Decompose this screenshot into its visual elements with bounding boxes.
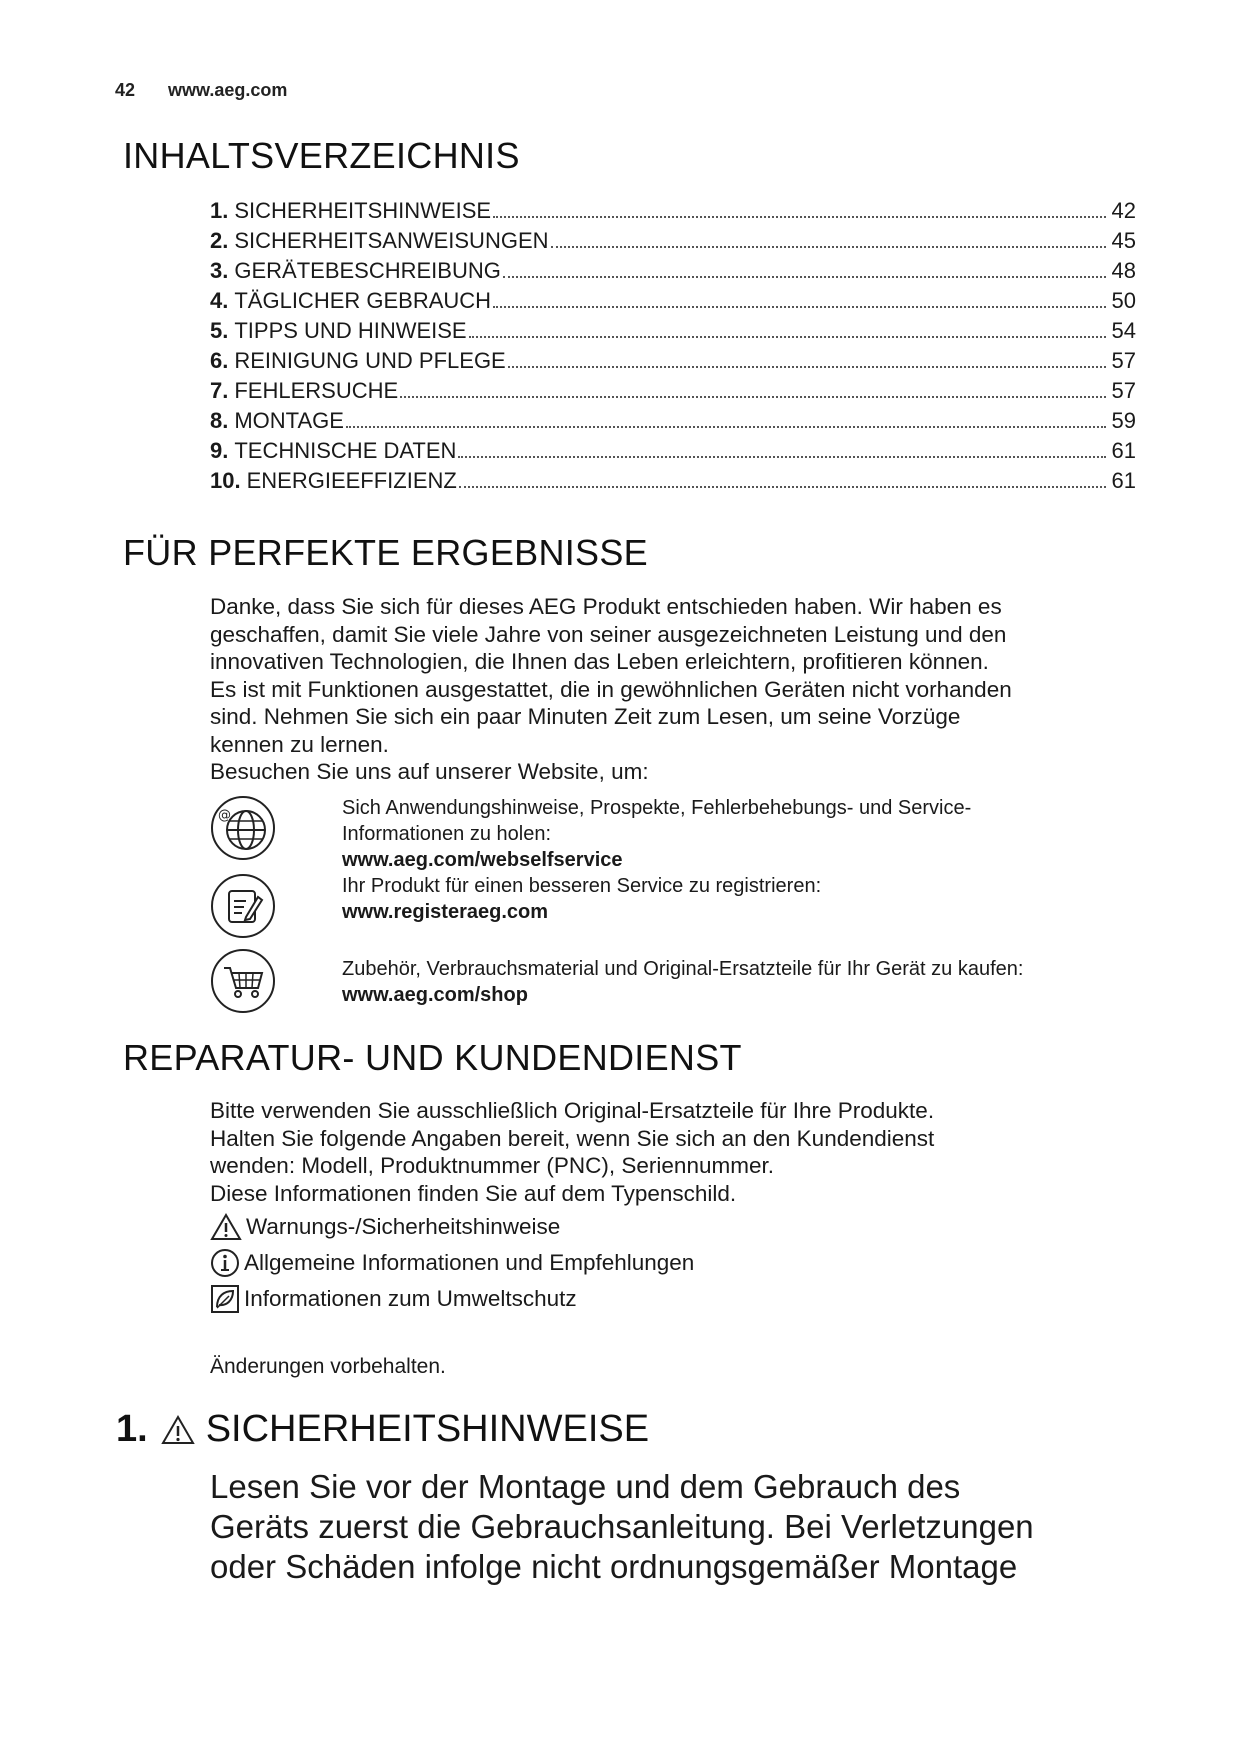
toc-entry[interactable]: 8. MONTAGE 59: [210, 408, 1136, 433]
toc-title: INHALTSVERZEICHNIS: [123, 135, 520, 176]
legend-info: Allgemeine Informationen und Empfehlungen: [210, 1248, 694, 1278]
register-link[interactable]: www.registeraeg.com: [342, 901, 548, 923]
webselfservice-link[interactable]: www.aeg.com/webselfservice: [342, 849, 623, 871]
toc-entry[interactable]: 3. GERÄTEBESCHREIBUNG 48: [210, 258, 1136, 283]
toc-entry[interactable]: 10. ENERGIEEFFIZIENZ 61: [210, 468, 1136, 493]
warning-icon: [210, 1213, 242, 1241]
info-icon: [210, 1248, 240, 1278]
changes-reserved-note: Änderungen vorbehalten.: [210, 1355, 446, 1378]
service-text: Bitte verwenden Sie ausschließlich Original-Ersatzteile für Ihre Produkte. Halten Sie folgende Angaben bereit, wenn Sie sich an den Kundendienst wenden: Modell, Produktnummer (PNC), Seriennummer. Diese Informationen finden Sie auf dem Typenschild.: [210, 1098, 935, 1206]
toc-entry[interactable]: 4. TÄGLICHER GEBRAUCH 50: [210, 288, 1136, 313]
register-icon: [210, 873, 276, 939]
toc-entry[interactable]: 6. REINIGUNG UND PFLEGE 57: [210, 348, 1136, 373]
toc-entry[interactable]: 5. TIPPS UND HINWEISE 54: [210, 318, 1136, 343]
webselfservice-row: @ Sich Anwendungshinweise, Prospekte, Fehlerbehebungs- und Service- Informationen zu holen: www.aeg.com/webselfservice: [210, 795, 1140, 865]
safety-intro-text: Lesen Sie vor der Montage und dem Gebrauch des Geräts zuerst die Gebrauchsanleitung. Bei Verletzungen oder Schäden infolge nicht ordnungsgemäßer Montage: [210, 1468, 1034, 1585]
shop-row: Zubehör, Verbrauchsmaterial und Original-Ersatzteile für Ihr Gerät zu kaufen: www.aeg.com/shop: [210, 948, 1140, 1018]
service-title: REPARATUR- UND KUNDENDIENST: [123, 1037, 742, 1078]
perfect-results-title: FÜR PERFEKTE ERGEBNISSE: [123, 532, 648, 573]
warning-icon: [160, 1414, 196, 1446]
svg-text:@: @: [218, 808, 231, 823]
toc-entry[interactable]: 1. SICHERHEITSHINWEISE 42: [210, 198, 1136, 223]
legend-warning: Warnungs-/Sicherheitshinweise: [210, 1213, 560, 1241]
toc-entry[interactable]: 9. TECHNISCHE DATEN 61: [210, 438, 1136, 463]
perfect-results-text: Danke, dass Sie sich für dieses AEG Produkt entschieden haben. Wir haben es geschaffen, damit Sie viele Jahre von seiner ausgezeichneten Leistung und den innovativen Technologien, die Ihnen das Leben erleichtern, profitieren können. Es ist mit Funktionen ausgestattet, die in gewöhnlichen Geräten nicht vorhanden sind. Nehmen Sie sich ein paar Minuten Zeit zum Lesen, um seine Vorzüge kennen zu lernen. Besuchen Sie uns auf unserer Website, um:: [210, 594, 1012, 784]
table-of-contents: [210, 198, 1136, 498]
globe-icon: [210, 795, 276, 861]
page-number: 42: [115, 80, 136, 100]
safety-section-title: 1. SICHERHEITSHINWEISE: [116, 1408, 650, 1450]
page-header: [115, 80, 287, 101]
environment-icon: [210, 1284, 240, 1314]
legend-environment: Informationen zum Umweltschutz: [210, 1284, 577, 1314]
website-link[interactable]: www.aeg.com: [168, 80, 288, 100]
shopping-cart-icon: [210, 948, 276, 1014]
register-row: Ihr Produkt für einen besseren Service zu registrieren: www.registeraeg.com: [210, 873, 1140, 943]
toc-entry[interactable]: 2. SICHERHEITSANWEISUNGEN 45: [210, 228, 1136, 253]
shop-link[interactable]: www.aeg.com/shop: [342, 984, 528, 1006]
toc-entry[interactable]: 7. FEHLERSUCHE 57: [210, 378, 1136, 403]
